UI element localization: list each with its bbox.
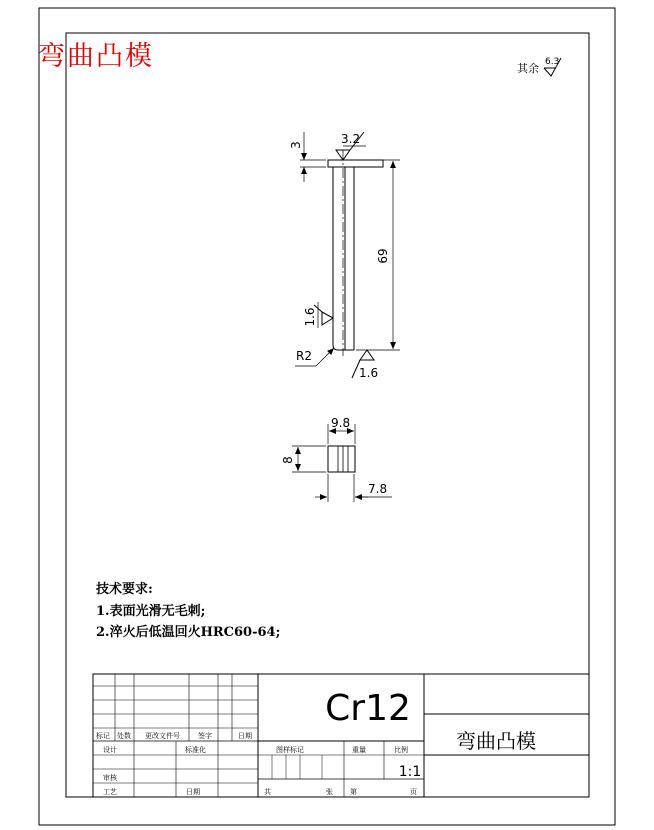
svg-text:6.3: 6.3 <box>545 57 560 67</box>
svg-text:7.8: 7.8 <box>368 482 388 496</box>
svg-text:设计: 设计 <box>103 746 117 754</box>
svg-text:处数: 处数 <box>117 732 131 740</box>
punch-section-view <box>281 416 392 502</box>
svg-text:更改文件号: 更改文件号 <box>145 732 180 740</box>
svg-text:图样标记: 图样标记 <box>276 746 304 754</box>
part-name-text: 弯曲凸模 <box>456 729 536 753</box>
tech-requirement-1: 1.表面光滑无毛刺; <box>96 604 206 619</box>
svg-text:第: 第 <box>350 788 357 796</box>
svg-text:3: 3 <box>289 141 303 149</box>
roughness-note <box>517 57 561 76</box>
tech-requirements-heading: 技术要求: <box>96 582 153 597</box>
svg-text:69: 69 <box>376 248 390 264</box>
inner-border <box>66 33 589 797</box>
svg-text:签字: 签字 <box>198 732 212 740</box>
svg-text:R2: R2 <box>296 349 312 363</box>
svg-text:重量: 重量 <box>352 746 366 754</box>
scale-text: 1:1 <box>398 764 422 780</box>
svg-text:8: 8 <box>281 456 295 464</box>
material-text: Cr12 <box>325 688 411 729</box>
svg-text:比例: 比例 <box>394 746 408 754</box>
svg-text:1.6: 1.6 <box>303 307 317 327</box>
drawing-title: 弯曲凸模 <box>38 41 154 72</box>
svg-text:标记: 标记 <box>96 732 110 740</box>
svg-text:张: 张 <box>326 788 333 796</box>
punch-side-view <box>289 132 400 380</box>
svg-text:标准化: 标准化 <box>185 746 206 754</box>
tech-requirement-2: 2.淬火后低温回火HRC60-64; <box>96 625 281 640</box>
svg-text:共: 共 <box>264 788 271 796</box>
svg-text:3.2: 3.2 <box>341 132 361 146</box>
svg-text:页: 页 <box>410 788 417 796</box>
svg-text:日期: 日期 <box>238 732 252 740</box>
svg-text:其余: 其余 <box>517 62 539 75</box>
svg-text:日期: 日期 <box>186 788 200 796</box>
svg-text:工艺: 工艺 <box>103 788 117 796</box>
svg-text:9.8: 9.8 <box>331 416 351 430</box>
title-block-labels <box>96 688 536 796</box>
svg-text:审核: 审核 <box>103 774 117 782</box>
svg-text:1.6: 1.6 <box>359 366 379 380</box>
